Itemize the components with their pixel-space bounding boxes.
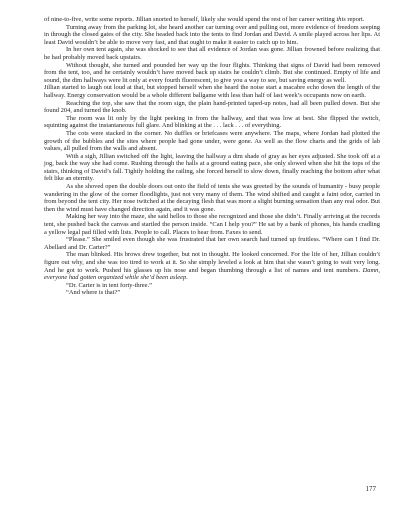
paragraph-text: Without thought, she turned and pounded her way up the four flights. Thinking that signs of David had been removed from the tent, too, and he certainly wouldn’t have moved back up stairs he couldn’t climb. But she continued. Empty of life and sound, the dim hallways were lit only at every fourth fluorescent, to give you a way to see, but saving energy as well.	[44, 61, 380, 84]
paragraph	[44, 236, 380, 251]
paragraph	[44, 115, 380, 130]
paragraph	[44, 153, 380, 183]
paragraph-text: The room was lit only by the light peeking in from the hallway, and that was low at best. She flipped the switch, squinting against the instantaneous full glare. And blinking at the . . . lack . . . of everything.	[44, 114, 380, 130]
paragraph	[44, 289, 380, 297]
paragraph-text: “Dr. Carter is in tent forty-three.”	[66, 281, 152, 289]
paragraph	[44, 213, 380, 236]
paragraph	[44, 130, 380, 153]
paragraph-text: Turning away from the parking lot, she heard another car turning over and pulling out, more evidence of freedom seeping in through the closed gates of the city. She headed back into the tents to find Jordan and David. A smile played across her lips. At least David wouldn’t be able to move very fast, and that ought to make it easier to catch up to him.	[44, 23, 380, 46]
paragraph	[44, 16, 380, 24]
paragraph-text: Making her way into the maze, she said hellos to those she recognized and those she didn’t. Finally arriving at the records tent, she pushed back the canvas and startled the person inside. “Can I help you?” He sat by a bank of phones, his hands cradling a yellow legal pad filled with lists. People to call. Places to hear from. Faxes to send.	[44, 213, 380, 236]
paragraph-text: of nine-to-five, write some reports. Jillian snorted to herself, likely she would spend the rest of her career writing	[44, 16, 337, 23]
paragraph-text: report.	[345, 16, 365, 23]
paragraph-text: In her own tent again, she was shocked to see that all evidence of Jordan was gone. Jillian frowned before realizing that he had probably moved back upstairs.	[44, 46, 380, 61]
paragraph	[44, 251, 380, 281]
body-text	[44, 16, 380, 297]
paragraph	[44, 183, 380, 213]
paragraph-text: The cots were stacked in the corner. No duffles or briefcases were anywhere. The maps, where Jordan had plotted the growth of the bubbles and the sites where people had gone under, were gone. As well as the flow charts and the grids of lab values, all pulled from the walls and absent.	[44, 129, 380, 153]
paragraph	[44, 24, 380, 47]
paragraph	[44, 84, 380, 99]
paragraph-text: As she shoved open the double doors out onto the field of tents she was greeted by the sounds of humanity - busy people wandering in the glow of the corner floodlights, just not very many of them. The wind shifted and caught a faint odor, carried in from beyond the tent city. Her nose twitched at the decaying flesh that was more a slight burning sensation than any real odor. But then the wind must have changed direction again, and it was gone.	[44, 183, 380, 213]
paragraph	[44, 62, 380, 85]
paragraph-text: With a sigh, Jillian switched off the light, leaving the hallway a dim shade of gray as her eyes adjusted. She took off at a jog, back the way she had come. Rushing through the halls at a ground eating pace, she only slowed when she hit the tops of the stairs, thinking of David’s fall. Tightly holding the railing, she forced herself to slow down, finally reaching the bottom after what felt like an eternity.	[44, 152, 380, 183]
paragraph-text: Jillian started to laugh out loud at that, but stopped herself when she heard the noise start a macabre echo down the length of the hallway. Energy conservation would be a whole different ballgame with less than half of last week’s occupants now on earth.	[44, 84, 380, 99]
italic-text: this	[336, 16, 346, 23]
italic-text: Damn, everyone had gotten organized while she’d been asleep.	[44, 266, 380, 282]
paragraph	[44, 282, 380, 290]
page-number: 177	[365, 485, 376, 493]
paragraph-text: The man blinked. His brows drew together, but not in thought. He looked concerned. For the life of her, Jillian couldn’t figure out why, and she was too tired to work at it. So she simply leveled a look at him that she wasn’t going to wait very long. And he got to work. Pushed his glasses up his nose and began thumbing through a list of names and tent numbers.	[44, 251, 380, 274]
paragraph	[44, 100, 380, 115]
paragraph-text: “And where is that?”	[66, 289, 121, 297]
paragraph-text: Reaching the top, she saw that the room sign, the plain hand-printed taped-up notes, had all been pulled down. But she found 204, and turned the knob.	[44, 99, 380, 115]
paragraph	[44, 46, 380, 61]
paragraph-text: “Please.” She smiled even though she was frustrated that her own search had turned up fruitless. “Where can I find Dr. Abellard and Dr. Carter?”	[44, 236, 380, 251]
